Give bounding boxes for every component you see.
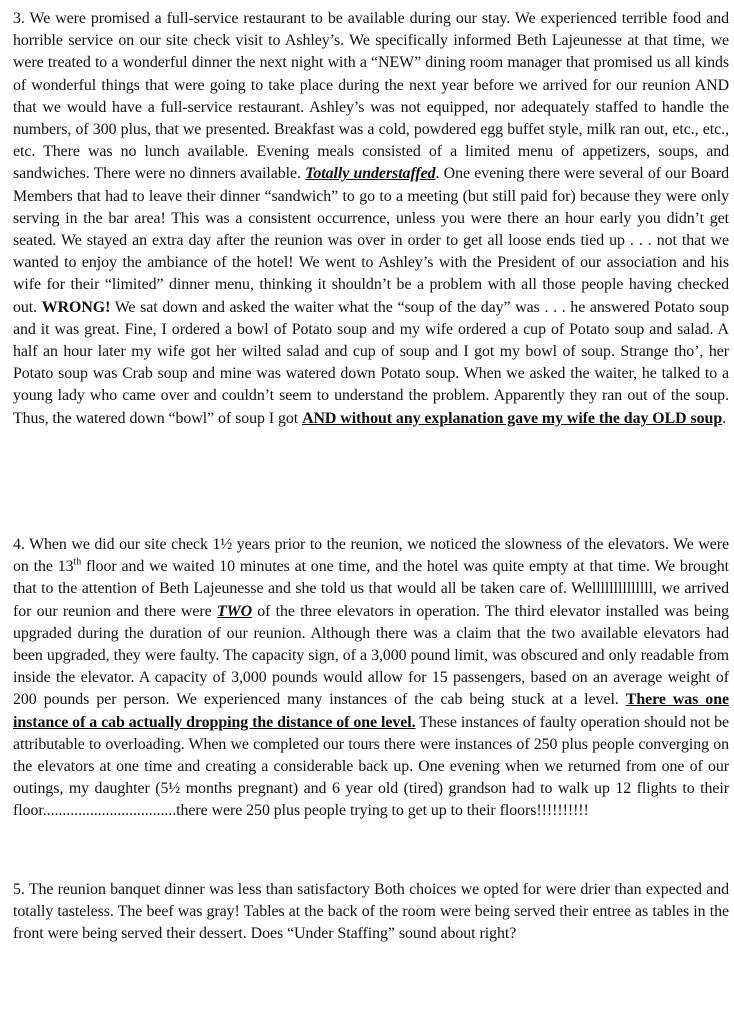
paragraph-5-text: 5. The reunion banquet dinner was less than satisfactory Both choices we opted for were drier than expected and totally tasteless. The beef was gray! Tables at the back of the room were being served their entree as tables in the front were being served their dessert. Does “Under Staffing” sound about right? [13, 881, 729, 943]
paragraph-4-text-a: 4. When we did our site check 1½ years prior to the reunion, we noticed the slowness of the elevators. We were on the 13 [13, 536, 729, 576]
emphasis-wrong: WRONG! [41, 298, 111, 316]
paragraph-4-text-d: These instances of faulty operation should not be attributable to overloading. When we completed our tours there were instances of 250 plus people converging on the elevators at one time and creating a considerable back up. One evening when we returned from one of our outings, my daughter (5½ months pregnant) and 6 year old (tired) grandson had to walk up 12 flights to their floor..................................there were 250 plus people trying to get up to their floors!!!!!!!!!! [13, 713, 730, 820]
paragraph-4-elevators [13, 534, 729, 823]
emphasis-two: TWO [216, 602, 253, 620]
paragraph-3-text-b: . One evening there were several of our Board Members that had to leave their dinner “sandwich” to go to a meeting (but still paid for) because they were only serving in the bar area! This was a consistent occurrence, unless you were there an hour early you didn’t get seated. We stayed an extra day after the reunion was over in order to get all loose ends tied up . . . not that we wanted to enjoy the ambiance of the hotel! We went to Ashley’s with the President of our association and his wife for their “limited” dinner menu, thinking it shouldn’t be a problem with all those people having checked out. [13, 165, 729, 316]
emphasis-cab-dropping: There was one instance of a cab actually dropping the distance of one level. [13, 691, 729, 731]
emphasis-totally-understaffed: Totally understaffed [305, 165, 436, 183]
paragraph-4-text-c: of the three elevators in operation. The third elevator installed was being upgraded during the duration of our reunion. Although there was a claim that the two available elevators had been upgraded, they were faulty. The capacity sign, of a 3,000 pound limit, was obscured and only readable from inside the elevator. A capacity of 3,000 pounds would allow for 15 passengers, based on an average weight of 200 pounds per person. We experienced many instances of the cab being stuck at a level. [13, 602, 729, 709]
ordinal-superscript: th [73, 556, 82, 568]
paragraph-3-text-c: We sat down and asked the waiter what the “soup of the day” was . . . he answered Potato soup and it was great. Fine, I ordered a bowl of Potato soup and my wife ordered a cup of Potato soup and salad. A half an hour later my wife got her wilted salad and cup of soup and I got my bowl of soup. Strange tho’, her Potato soup was Crab soup and mine was watered down Potato soup. When we asked the waiter, he talked to a young lady who came over and couldn’t seem to understand the problem. Apparently they ran out of the soup. Thus, the watered down “bowl” of soup I got [13, 298, 729, 427]
paragraph-3-text-d: . [722, 409, 727, 427]
paragraph-5-banquet [13, 879, 729, 946]
paragraph-4-text-b: floor and we waited 10 minutes at one time, and the hotel was quite empty at that time. We brought that to the attention of Beth Lajeunesse and she told us that would all be taken care of. Wellllllllllllll, we arrived for our reunion and there were [13, 558, 729, 620]
emphasis-old-soup: AND without any explanation gave my wife the day OLD soup [302, 409, 723, 427]
paragraph-3-text-a: 3. We were promised a full-service restaurant to be available during our stay. We experienced terrible food and horrible service on our site check visit to Ashley’s. We specifically informed Beth Lajeunesse at that time, we were treated to a wonderful dinner the next night with a “NEW” dining room manager that promised us all kinds of wonderful things that were going to take place during the next year before we arrived for our reunion AND that we would have a full-service restaurant. Ashley’s was not equipped, nor adequately staffed to handle the numbers, of 300 plus, that we presented. Breakfast was a cold, powdered egg buffet style, milk ran out, etc., etc., etc. There was no lunch available. Evening meals consisted of a limited menu of appetizers, soups, and sandwiches. There were no dinners available. [13, 10, 729, 183]
paragraph-3-restaurant [13, 8, 729, 430]
